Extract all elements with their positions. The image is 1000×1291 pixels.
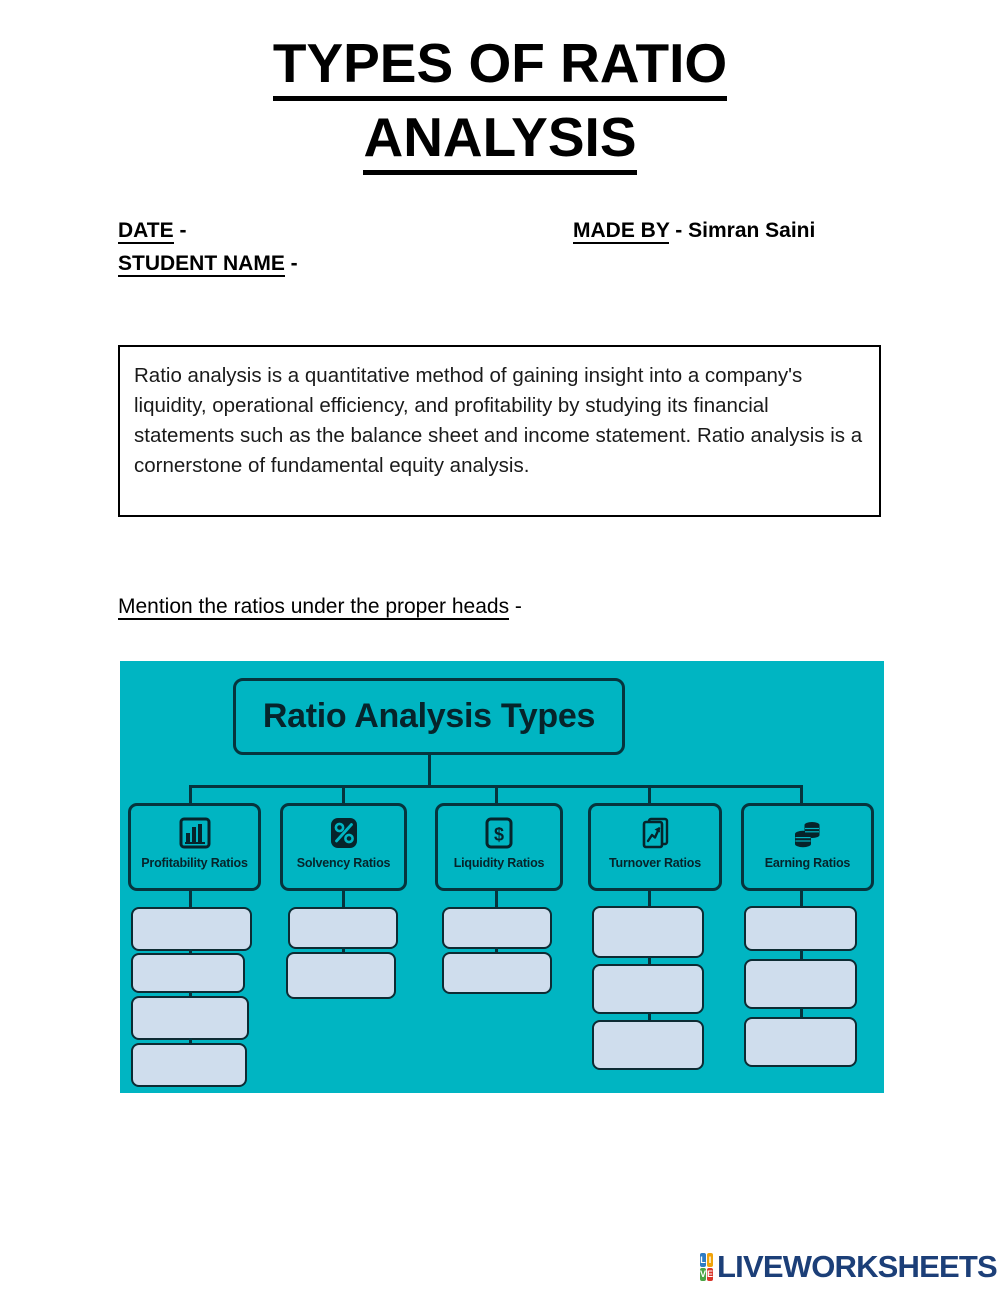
category-label-liquidity: Liquidity Ratios <box>453 856 545 870</box>
made-by-label: MADE BY <box>573 219 670 242</box>
category-label-profitability: Profitability Ratios <box>141 856 248 870</box>
instruction-underlined-text: Mention the ratios under the proper heads <box>118 595 510 618</box>
instruction-line <box>118 592 522 622</box>
answer-blank-profitability-3[interactable] <box>131 996 249 1040</box>
connector-drop-3 <box>495 785 498 803</box>
bar-chart-icon <box>178 814 212 852</box>
student-name-value[interactable]: - <box>284 252 298 275</box>
category-box-turnover <box>588 803 722 891</box>
diagram-root-box <box>233 678 625 755</box>
svg-text:$: $ <box>493 824 505 845</box>
category-label-turnover: Turnover Ratios <box>609 856 701 870</box>
logo-tile-e: E <box>707 1269 714 1280</box>
category-label-earning: Earning Ratios <box>764 856 851 870</box>
page-title <box>0 26 1000 174</box>
meta-row-date <box>118 214 908 247</box>
connector-drop-2 <box>342 785 345 803</box>
connector-earning-stem <box>800 891 803 907</box>
answer-blank-solvency-2[interactable] <box>286 952 396 999</box>
answer-blank-profitability-2[interactable] <box>131 953 245 993</box>
instruction-trailing-text: - <box>509 595 522 618</box>
answer-blank-earning-1[interactable] <box>744 906 857 951</box>
answer-blank-profitability-4[interactable] <box>131 1043 247 1087</box>
category-label-solvency: Solvency Ratios <box>296 856 391 870</box>
worksheet-meta <box>118 214 908 280</box>
date-label: DATE <box>118 219 174 242</box>
diagram-root-label: Ratio Analysis Types <box>262 697 596 735</box>
connector-drop-1 <box>189 785 192 803</box>
page-title-text-2: ANALYSIS <box>363 106 636 175</box>
logo-tile-l: L <box>700 1254 706 1265</box>
category-box-liquidity <box>435 803 563 891</box>
definition-box <box>118 345 881 517</box>
answer-blank-turnover-1[interactable] <box>592 906 704 958</box>
dollar-square-icon <box>483 814 515 852</box>
coin-stack-icon <box>791 814 825 852</box>
page-title-line-2 <box>0 100 1000 174</box>
answer-blank-profitability-1[interactable] <box>131 907 252 951</box>
answer-blank-liquidity-1[interactable] <box>442 907 552 949</box>
connector-drop-4 <box>648 785 651 803</box>
page-title-line-1 <box>0 26 1000 100</box>
connector-liquidity-stem <box>495 891 498 907</box>
answer-blank-liquidity-2[interactable] <box>442 952 552 994</box>
connector-profitability-stem <box>189 891 192 907</box>
logo-wordmark: LIVEWORKSHEETS <box>717 1249 997 1284</box>
ratio-analysis-diagram <box>120 661 884 1093</box>
made-by-value: - Simran Saini <box>669 219 816 242</box>
answer-blank-solvency-1[interactable] <box>288 907 398 949</box>
date-field <box>118 214 186 247</box>
date-value[interactable]: - <box>173 219 187 242</box>
definition-text: Ratio analysis is a quantitative method of gaining insight into a company's liquidity, operational efficiency, and profitability by studying its financial statements such as the balance sheet and income statement. Ratio analysis is a cornerstone of fundamental equity analysis. <box>134 364 863 477</box>
logo-tile-i: I <box>708 1254 712 1265</box>
student-name-label: STUDENT NAME <box>118 252 285 275</box>
answer-blank-turnover-3[interactable] <box>592 1020 704 1070</box>
meta-row-student-name <box>118 247 908 280</box>
logo-tiles-icon <box>700 1253 713 1281</box>
category-box-solvency <box>280 803 407 891</box>
student-name-field <box>118 247 298 280</box>
answer-blank-earning-3[interactable] <box>744 1017 857 1067</box>
document-trend-icon <box>639 814 671 852</box>
connector-solvency-stem <box>342 891 345 907</box>
liveworksheets-logo[interactable] <box>700 1249 997 1285</box>
connector-root-trunk <box>428 755 431 785</box>
connector-turnover-stem <box>648 891 651 907</box>
connector-drop-5 <box>800 785 803 803</box>
category-box-profitability <box>128 803 261 891</box>
logo-tile-v: V <box>700 1269 707 1280</box>
category-box-earning <box>741 803 874 891</box>
percent-icon <box>328 814 360 852</box>
answer-blank-turnover-2[interactable] <box>592 964 704 1014</box>
answer-blank-earning-2[interactable] <box>744 959 857 1009</box>
page-title-text-1: TYPES OF RATIO <box>273 32 727 101</box>
made-by-field <box>573 214 815 247</box>
